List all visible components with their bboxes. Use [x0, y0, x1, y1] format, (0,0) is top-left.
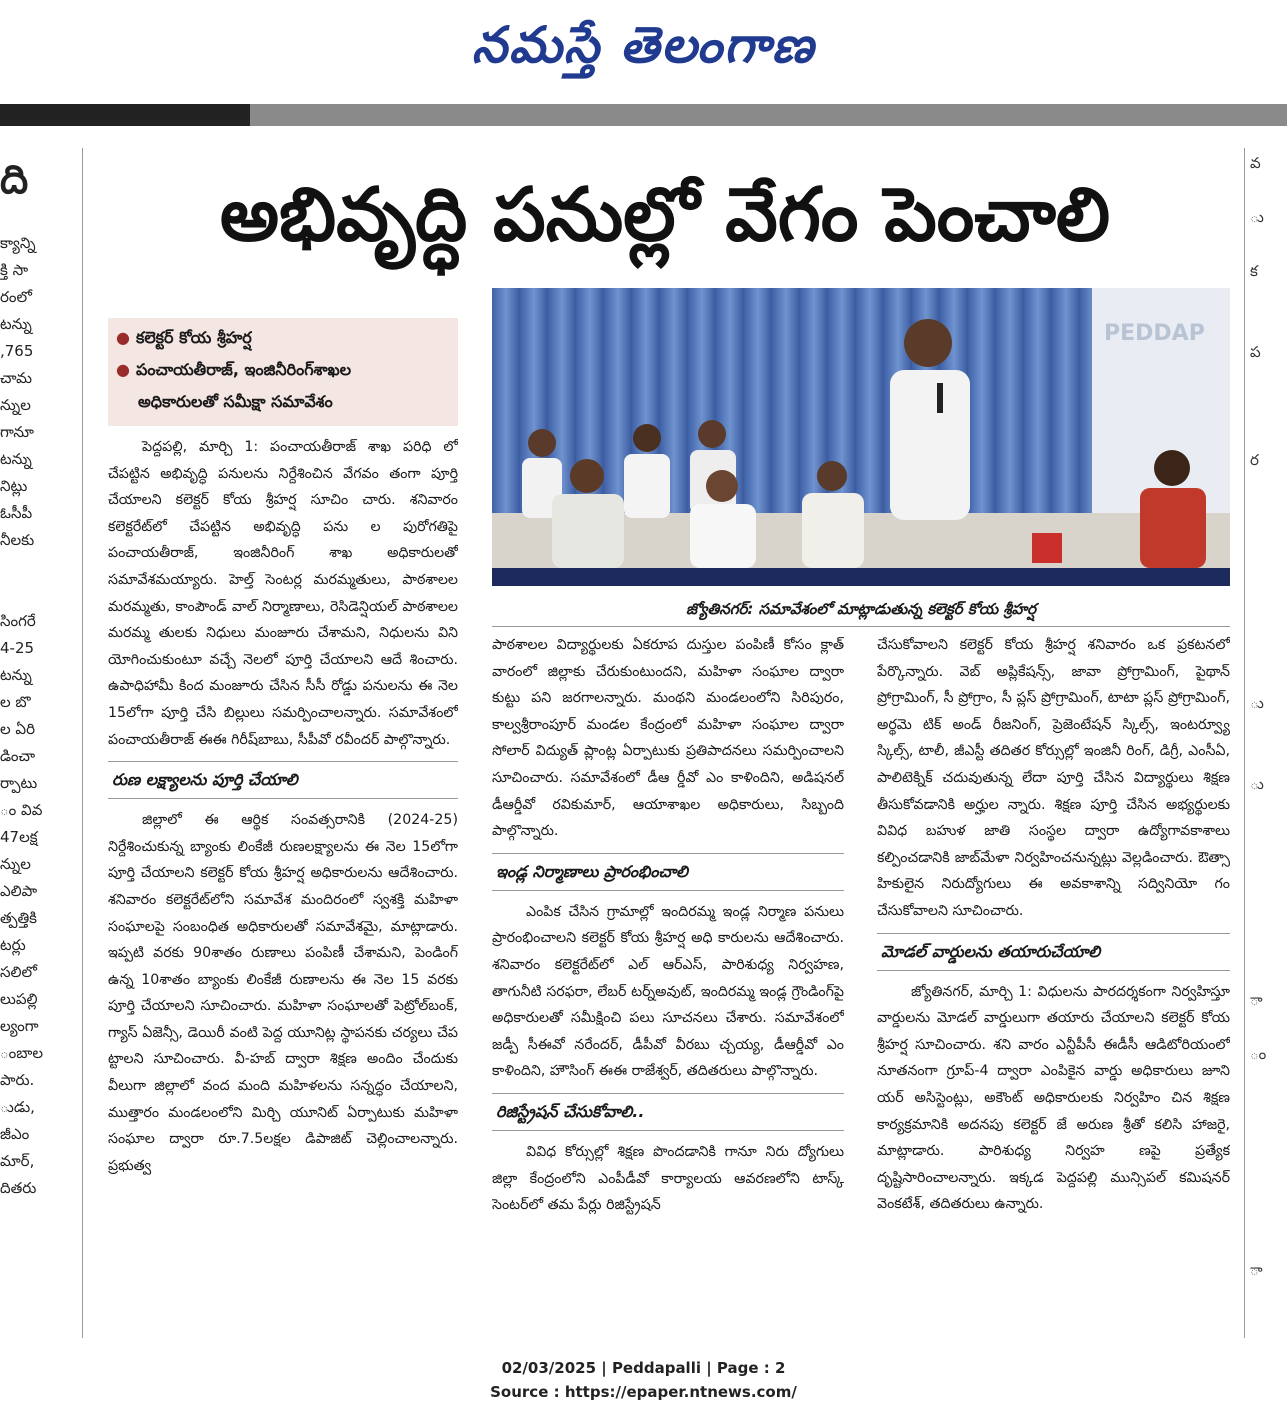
adjacent-text-line: న్నుల: [0, 855, 31, 873]
article-paragraph: వివిధ కోర్సుల్లో శిక్షణ పొందడానికి గానూ నిరు ద్యోగులు జిల్లా కేంద్రంలోని ఎంపీడీవో కార్యాలయ ఆవరణలోని టాస్క్ సెంటర్‌లో తమ పేర్లు రిజిస్ట్రేషన్: [492, 1143, 844, 1214]
adjacent-text-line: చామ: [0, 369, 32, 387]
bullet-icon: ●: [116, 328, 130, 347]
summary-item: [116, 354, 450, 386]
article-subheading: రుణ లక్ష్యాలను పూర్తి చేయాలి: [108, 761, 458, 799]
adjacent-text-line: డించా: [0, 747, 36, 765]
article-paragraph: పాఠశాలల విద్యార్థులకు ఏకరూప దుస్తుల పంపిణీ కోసం క్లాత్ వారంలో జిల్లాకు చేరుకుంటుందని, మహిళా సంఘాల ద్వారా కుట్టు పని జరగాలన్నారు. మంథని మండలంలోని సిరిపురం, కాల్వశ్రీరాంపూర్ మండల కేంద్రంలో మహిళా సంఘాల ద్వారా సోలార్ విద్యుత్ ప్లాంట్ల ఏర్పాటుకు ప్రతిపాదనలు సమర్పించాలని సూచించారు. సమావేశంలో డీఆ ర్డీవో ఎం కాళిందిని, అడిషనల్ డీఆర్డీవో రవికుమార్, ఆయాశాఖల అధికారులు, సిబ్బంది పాల్గొన్నారు.: [492, 637, 844, 840]
adjacent-text-line: ,765: [0, 342, 34, 360]
adjacent-text-line: త్పత్తికి: [0, 909, 38, 927]
column-rule-left: [82, 148, 83, 1338]
adjacent-text-line-right: [1250, 852, 1287, 879]
adjacent-text-line: జీఎం: [0, 1125, 30, 1143]
adjacent-article-left: [0, 150, 76, 1330]
adjacent-text-line: మార్,: [0, 1152, 35, 1170]
adjacent-text-line-right: [1250, 1014, 1287, 1041]
adjacent-text-line-right: [1250, 1203, 1287, 1230]
adjacent-text-line: ుడు,: [0, 1098, 35, 1116]
adjacent-text-line-right: [1250, 555, 1287, 582]
footer-source-line: Source : https://epaper.ntnews.com/: [490, 1383, 797, 1401]
masthead-logo: నమస్తే తెలంగాణ: [471, 15, 816, 74]
adjacent-text-line: ఓసీపీ: [0, 504, 33, 522]
adjacent-text-lines: [0, 230, 76, 1202]
adjacent-text-line-right: ర: [1250, 451, 1259, 469]
adjacent-text-line: నీలకు: [0, 531, 35, 549]
adjacent-text-line-right: [1250, 1176, 1287, 1203]
adjacent-text-line: [0, 581, 76, 608]
adjacent-text-line-right: [1250, 582, 1287, 609]
adjacent-text-line-right: [1250, 474, 1287, 501]
adjacent-text-line: నిట్లు: [0, 477, 28, 495]
article-column-3: [877, 632, 1230, 1334]
footer-date-line: 02/03/2025 | Peddapalli | Page : 2: [501, 1359, 786, 1377]
adjacent-text-line-right: [1250, 1122, 1287, 1149]
adjacent-text-line: ర్పాటు: [0, 774, 38, 792]
adjacent-text-line-right: [1250, 231, 1287, 258]
adjacent-text-line-right: ా: [1250, 1261, 1263, 1279]
adjacent-text-line: సింగరే: [0, 612, 36, 630]
adjacent-text-line: ల బొ: [0, 693, 31, 711]
column-rule-right: [1244, 148, 1245, 1338]
adjacent-text-line: 47లక్ష: [0, 828, 38, 846]
adjacent-text-line: క్యాన్ని: [0, 234, 36, 252]
adjacent-text-line-right: [1250, 312, 1287, 339]
article-paragraph: చేసుకోవాలని కలెక్టర్ కోయ శ్రీహర్ష శనివారం ఒక ప్రకటనలో పేర్కొన్నారు. వెబ్ అప్లికేషన్స్, జావా ప్రోగ్రామింగ్, పైథాన్ ప్రోగ్రామింగ్, సీ ప్రోగ్రాం, సీ ప్లస్ ప్రోగ్రామింగ్, టాటా ప్లస్ ప్రోగ్రామింగ్, అర్థమె టిక్ అండ్ రీజనింగ్, ప్రెజెంటేషన్ స్కిల్స్, ఇంటర్వ్యూ స్కిల్స్, టాలీ, జీఎస్టీ తదితర కోర్సుల్లో ఇంజినీ రింగ్, డిగ్రీ, ఎంసీఏ, పాలిటెక్నిక్ చదువుతున్న లేదా పూర్తి చేసిన విద్యార్థులు శిక్షణ తీసుకోవడానికి అర్హుల న్నారు. శిక్షణ పూర్తి చేసిన అభ్యర్థులకు వివిధ బహుళ జాతి సంస్థల ద్వారా ఉద్యోగావకాశాలు కల్పించడానికి జాబ్‌మేళా నిర్వహించనున్నట్లు వెల్లడించారు. ఔత్సా హికులైన నిరుద్యోగులు ఈ అవకాశాన్ని సద్వినియో గం చేసుకోవాలని సూచించారు.: [877, 637, 1230, 919]
adjacent-text-line-right: ు: [1250, 775, 1264, 793]
adjacent-article-right: [1250, 150, 1287, 1330]
adjacent-text-line-right: [1250, 1230, 1287, 1257]
summary-text: పంచాయతీరాజ్, ఇంజినీరింగ్‌శాఖల: [135, 360, 352, 379]
adjacent-text-line-right: [1250, 1149, 1287, 1176]
article-column-1: [108, 434, 458, 1334]
adjacent-text-line: ం వివ: [0, 801, 43, 819]
article-paragraph: జ్యోతినగర్, మార్చి 1: విధులను పారదర్శకంగా నిర్వహిస్తూ వార్డులను మోడల్ వార్డులుగా తయారు చేయాలని కలెక్టర్ కోయ శ్రీహర్ష సూచించారు. శని వారం ఎన్టీపీసీ ఈడీసీ ఆడిటోరియంలో నూతనంగా గ్రూప్-4 ద్వారా ఎంపికైన వార్డు అధికారులు జూని యర్ అసిస్టెంట్లు, అకౌంట్ అధికారులకు నిర్వహిం చిన శిక్షణ కార్యక్రమానికి అదనపు కలెక్టర్ జే అరుణ శ్రీతో కలిసి హాజరై, మాట్లాడారు. పారిశుధ్య నిర్వహ ణపై ప్రత్యేక దృష్టిసారించాలన్నారు. ఇక్కడ పెద్దపల్లి మున్సిపల్ కమిషనర్ వెంకటేశ్, తదితరులు ఉన్నారు.: [877, 983, 1230, 1213]
adjacent-text-line: రంలో: [0, 288, 32, 306]
adjacent-text-line-right: [1250, 420, 1287, 447]
adjacent-text-line: లుపల్లి: [0, 990, 38, 1008]
adjacent-text-line: ల ఏరి: [0, 720, 35, 738]
adjacent-text-line-right: [1250, 663, 1287, 690]
article-subheading: రిజిస్ట్రేషన్ చేసుకోవాలి..: [492, 1093, 844, 1131]
adjacent-text-line-right: [1250, 501, 1287, 528]
adjacent-text-line-right: [1250, 744, 1287, 771]
article-paragraph: జిల్లాలో ఈ ఆర్థిక సంవత్సరానికి (2024-25) నిర్దేశించుకున్న బ్యాంకు లింకేజీ రుణలక్ష్యాలను ఈ నెల 15లోగా పూర్తి చేయాలని కలెక్టర్ కోయ శ్రీహర్ష అధికారులను ఆదేశించారు. శనివారం కలెక్టరేట్‌లోని సమావేశ మందిరంలో స్వశక్తి మహిళా సంఘాలపై సంబంధిత అధికారులతో సమావేశమై, మాట్లాడారు. ఇప్పటి వరకు 90శాతం రుణాలు పంపిణీ చేశామని, పెండింగ్ ఉన్న 10శాతం బ్యాంకు లింకేజీ రుణాలను ఈ నెల 15 వరకు పూర్తి చేయాలని సూచించారు. మహిళా సంఘాలతో పెట్రోల్‌బంక్, గ్యాస్ ఏజెన్సీ, డెయిరీ వంటి పెద్ద యూనిట్ల స్థాపనకు చర్యలు చేప ట్టాలని సూచించారు. వీ-హబ్ ద్వారా శిక్షణ అందిం చేందుకు వీలుగా జిల్లాలో వంద మంది మహిళలను సన్నద్ధం చేయాలని, ముత్తారం మండలంలోని మిర్చి యూనిట్ ఏర్పాటుకు మహిళా సంఘాల ద్వారా రూ.7.5లక్షల డిపాజిట్ చెల్లించాలన్నారు. ప్రభుత్వ: [108, 812, 458, 1174]
adjacent-text-line-right: [1250, 528, 1287, 555]
adjacent-text-line-right: [1250, 879, 1287, 906]
adjacent-text-line-right: [1250, 933, 1287, 960]
adjacent-text-line-right: [1250, 636, 1287, 663]
article-photo: [492, 288, 1230, 586]
adjacent-text-line-right: ు: [1250, 694, 1264, 712]
photo-banner-text: PEDDAP: [1104, 321, 1205, 346]
bullet-icon: ●: [116, 360, 130, 379]
adjacent-text-line-right: [1250, 285, 1287, 312]
adjacent-heading-fragment: ది: [0, 157, 29, 203]
adjacent-text-line: [0, 554, 76, 581]
adjacent-text-line-right: వ: [1250, 154, 1261, 172]
adjacent-text-line-right: ప: [1250, 343, 1261, 361]
adjacent-text-line-right: [1250, 960, 1287, 987]
photo-caption: జ్యోతినగర్: సమావేశంలో మాట్లాడుతున్న కలెక్టర్ కోయ శ్రీహర్ష: [492, 592, 1230, 627]
adjacent-text-line: ంబాల: [0, 1044, 43, 1062]
adjacent-text-line: ల్యంగా: [0, 1017, 39, 1035]
adjacent-text-line-right: [1250, 366, 1287, 393]
adjacent-text-line-right: [1250, 393, 1287, 420]
adjacent-text-line-right: [1250, 1095, 1287, 1122]
article-paragraph: ఎంపిక చేసిన గ్రామాల్లో ఇందిరమ్మ ఇండ్ల నిర్మాణ పనులు ప్రారంభించాలని కలెక్టర్ కోయ శ్రీహర్ష అధి కారులను ఆదేశించారు. శనివారం కలెక్టరేట్‌లో ఎల్ ఆర్ఎస్, పారిశుధ్య నిర్వహణ, తాగునీటి సరఫరా, లేబర్ టర్న్‌అవుట్, ఇందిరమ్మ ఇండ్ల గ్రౌండింగ్‌పై అధికారులతో సమీక్షించి పలు సూచనలు చేశారు. సమావేశంలో జడ్పీ సీఈవో నరేందర్, డీపీవో వీరబు చ్చయ్య, డీఆర్డీవో ఎం కాళిందిని, హౌసింగ్ ఈఈ రాజేశ్వర్, తదితరులు పాల్గొన్నారు.: [492, 903, 844, 1080]
adjacent-text-line-right: [1250, 609, 1287, 636]
masthead: [0, 0, 1287, 100]
adjacent-text-line: టర్లు: [0, 936, 26, 954]
article-column-2: [492, 632, 844, 1334]
adjacent-text-line: టన్ను: [0, 450, 32, 468]
adjacent-text-line-right: [1250, 825, 1287, 852]
summary-text-continued: అధికారులతో సమీక్షా సమావేశం: [138, 392, 333, 411]
article-paragraph: పెద్దపల్లి, మార్చి 1: పంచాయతీరాజ్ శాఖ పరిధి లో చేపట్టిన అభివృద్ధి పనులను నిర్దేశించిన వేగవం తంగా పూర్తి చేయాలని కలెక్టర్ కోయ శ్రీహర్ష సూచిం చారు. శనివారం కలెక్టరేట్‌లో చేపట్టిన అభివృద్ధి పను ల పురోగతిపై పంచాయతీరాజ్, ఇంజినీరింగ్ శాఖ అధికారులతో సమావేశమయ్యారు. హెల్త్ సెంటర్ల మరమ్మతులు, పాఠశాలల మరమ్మతు, కాంపౌండ్ వాల్ నిర్మాణాలు, రెసిడెన్షియల్ పాఠశాలల మరమ్మ తులకు నిధులు మంజూరు చేశామని, నిధులను విని యోగించుకుంటూ వచ్చే నెలలో పూర్తి చేయాలని ఆదే శించారు. ఉపాధిహామీ కింద మంజూరు చేసిన సీసీ రోడ్డు పనులను ఈ నెల 15లోగా పూర్తి చేసి బిల్లులు సమర్పించాలన్నారు. సమావేశంలో పంచాయతీరాజ్ ఈఈ గిరీష్‌బాబు, సీపీవో రవీందర్ పాల్గొన్నారు.: [108, 439, 458, 748]
adjacent-text-line-right: క: [1250, 262, 1258, 280]
adjacent-text-line-right: [1250, 798, 1287, 825]
adjacent-text-line-right: [1250, 1068, 1287, 1095]
article-subheading: ఇండ్ల నిర్మాణాలు ప్రారంభించాలి: [492, 853, 844, 891]
top-divider-accent: [0, 104, 250, 126]
summary-text: కలెక్టర్ కోయ శ్రీహర్ష: [135, 328, 252, 347]
adjacent-text-line-right: ం: [1250, 1045, 1267, 1063]
adjacent-text-line: గానూ: [0, 423, 34, 441]
article-subheading: మోడల్ వార్డులను తయారుచేయాలి: [877, 933, 1230, 971]
summary-item: [116, 322, 450, 354]
article-headline: అభివృద్ధి పనుల్లో వేగం పెంచాలి: [219, 172, 1111, 258]
adjacent-text-line-right: ా: [1250, 991, 1263, 1009]
adjacent-text-line: టన్ను: [0, 315, 32, 333]
adjacent-text-line: క్తి సా: [0, 261, 29, 279]
adjacent-text-line-right: [1250, 177, 1287, 204]
page-footer: [0, 1356, 1287, 1404]
summary-box: [108, 318, 458, 426]
adjacent-text-line: పారు.: [0, 1071, 35, 1089]
adjacent-text-line-right: [1250, 906, 1287, 933]
adjacent-text-line: టన్ను: [0, 666, 32, 684]
adjacent-text-line: సలిలో: [0, 963, 37, 981]
adjacent-text-line: ఎలిపా: [0, 882, 38, 900]
adjacent-text-line: దితరు: [0, 1179, 37, 1197]
adjacent-text-line: 4-25: [0, 639, 35, 657]
adjacent-text-line-right: [1250, 717, 1287, 744]
adjacent-text-lines-right: [1250, 150, 1287, 1284]
adjacent-text-line-right: ు: [1250, 208, 1264, 226]
adjacent-text-line: న్నుల: [0, 396, 31, 414]
